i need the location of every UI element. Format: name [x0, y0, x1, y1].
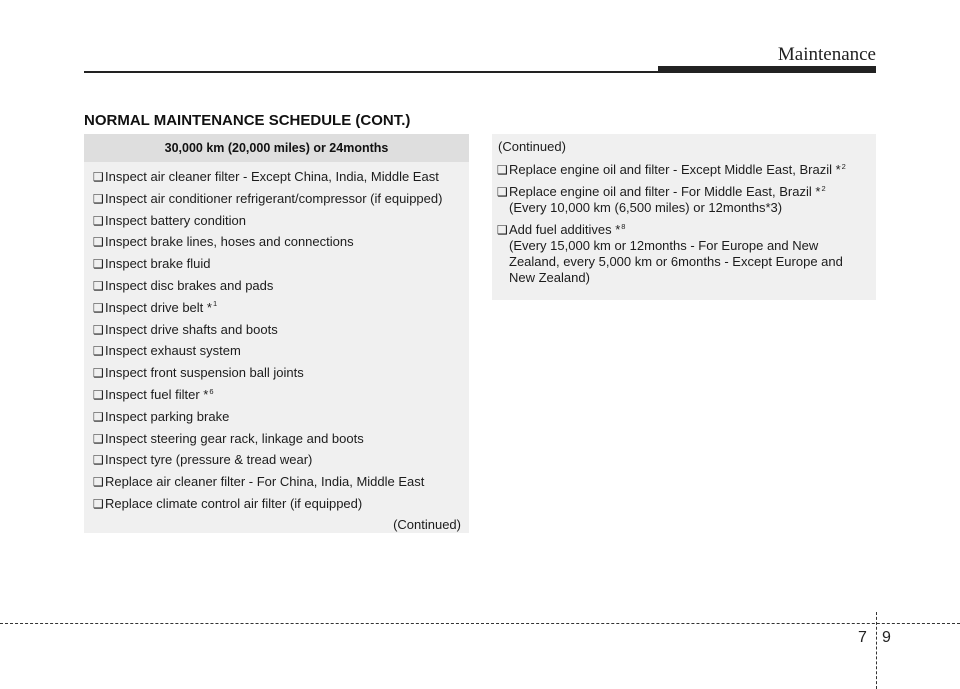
- list-item: [495, 184, 868, 216]
- checkbox-icon: ❑: [93, 300, 104, 315]
- checkbox-icon: ❑: [93, 344, 104, 359]
- checkbox-icon: ❑: [93, 475, 104, 490]
- checkbox-icon: ❑: [93, 431, 104, 446]
- footnote-marker: 2: [841, 161, 846, 171]
- checkbox-icon: ❑: [93, 409, 104, 424]
- item-text-block: [105, 387, 461, 403]
- footnote-marker: 1: [212, 299, 218, 309]
- checkbox-icon: ❑: [93, 257, 104, 272]
- item-text: Inspect exhaust system: [105, 343, 241, 359]
- item-text: Inspect drive belt *: [105, 299, 212, 315]
- item-text-block: [105, 343, 461, 359]
- item-text-block: [105, 191, 461, 207]
- item-text-block: [105, 300, 461, 316]
- checkbox-icon: ❑: [93, 278, 104, 293]
- section-title: NORMAL MAINTENANCE SCHEDULE (CONT.): [84, 112, 411, 129]
- item-detail: (Every 10,000 km (6,500 miles) or 12months*3): [509, 200, 783, 215]
- list-item: [93, 452, 461, 468]
- item-text: Inspect air cleaner filter - Except China, India, Middle East: [105, 169, 439, 184]
- item-text: Replace air cleaner filter - For China, India, Middle East: [105, 474, 425, 490]
- item-text-block: [105, 452, 461, 468]
- left-item-list: [84, 162, 469, 532]
- header-rule: [84, 71, 660, 73]
- item-text: Inspect steering gear rack, linkage and boots: [105, 430, 364, 446]
- checkbox-icon: ❑: [497, 163, 508, 177]
- item-text: Inspect parking brake: [105, 408, 230, 424]
- item-text-block: [105, 213, 461, 229]
- checkbox-icon: ❑: [93, 235, 104, 250]
- list-item: [93, 431, 461, 447]
- item-text: Add fuel additives *: [509, 222, 621, 237]
- item-text-block: [105, 409, 461, 425]
- item-text-block: [105, 365, 461, 381]
- header-title: Maintenance: [777, 44, 876, 65]
- page-number: 9: [882, 629, 891, 646]
- list-item: [93, 300, 461, 316]
- list-item: [93, 322, 461, 338]
- item-text: Inspect brake lines, hoses and connections: [105, 234, 354, 250]
- item-text-block: [105, 234, 461, 250]
- item-text-block: [105, 322, 461, 338]
- schedule-panel-left: [84, 134, 469, 533]
- footnote-marker: 2: [821, 183, 826, 193]
- footnote-marker: 6: [209, 386, 214, 396]
- item-text: Replace climate control air filter (if equipped): [105, 495, 363, 511]
- item-text: Inspect tyre (pressure & tread wear): [105, 452, 313, 468]
- list-item: [93, 409, 461, 425]
- item-text-block: [105, 431, 461, 447]
- footer-divider: [876, 612, 877, 689]
- checkbox-icon: ❑: [93, 496, 104, 511]
- list-item: [93, 278, 461, 294]
- list-item: [495, 162, 868, 178]
- list-item: [93, 213, 461, 229]
- continued-label: (Continued): [393, 516, 461, 532]
- list-item: [93, 343, 461, 359]
- item-text-block: [509, 184, 868, 216]
- item-text: Inspect brake fluid: [105, 256, 211, 272]
- checkbox-icon: ❑: [93, 322, 104, 337]
- checkbox-icon: ❑: [93, 366, 104, 381]
- item-text-block: [105, 474, 461, 490]
- list-item: [93, 256, 461, 272]
- list-item: [495, 222, 868, 286]
- list-item: [93, 496, 461, 512]
- checkbox-icon: ❑: [93, 170, 104, 184]
- checkbox-icon: ❑: [497, 185, 508, 199]
- checkbox-icon: ❑: [93, 213, 104, 228]
- item-text-block: [105, 256, 461, 272]
- interval-heading: 30,000 km (20,000 miles) or 24months: [84, 134, 469, 162]
- item-text-block: [509, 222, 868, 286]
- list-item: [93, 191, 461, 207]
- list-item: [93, 169, 461, 185]
- item-text: Inspect front suspension ball joints: [105, 365, 304, 381]
- list-item: [93, 365, 461, 381]
- footnote-marker: 8: [621, 221, 626, 231]
- continued-label: (Continued): [498, 139, 566, 154]
- item-detail: (Every 15,000 km or 12months - For Europe and New Zealand, every 5,000 km or 6months - Except Europe and New Zealand): [509, 238, 843, 285]
- item-text-block: [105, 169, 461, 185]
- right-item-list: [492, 134, 876, 286]
- checkbox-icon: ❑: [93, 453, 104, 468]
- header-rule-accent: [658, 66, 876, 73]
- item-text: Inspect fuel filter *: [105, 386, 209, 402]
- item-text-block: [509, 162, 868, 178]
- item-text: Inspect drive shafts and boots: [105, 321, 278, 337]
- item-text: Inspect battery condition: [105, 212, 246, 228]
- item-text-block: [105, 278, 461, 294]
- checkbox-icon: ❑: [93, 191, 104, 206]
- list-item: [93, 474, 461, 490]
- item-text: Inspect air conditioner refrigerant/compressor (if equipped): [105, 190, 443, 206]
- item-text-block: [105, 496, 461, 512]
- list-item: [93, 234, 461, 250]
- checkbox-icon: ❑: [93, 387, 104, 402]
- chapter-number: 7: [858, 629, 867, 646]
- checkbox-icon: ❑: [497, 223, 508, 237]
- item-text: Replace engine oil and filter - Except Middle East, Brazil *: [509, 162, 841, 177]
- item-text: Replace engine oil and filter - For Middle East, Brazil *: [509, 184, 821, 199]
- list-item: [93, 387, 461, 403]
- schedule-panel-right: [492, 134, 876, 300]
- footer-rule: [0, 623, 960, 624]
- item-text: Inspect disc brakes and pads: [105, 277, 274, 293]
